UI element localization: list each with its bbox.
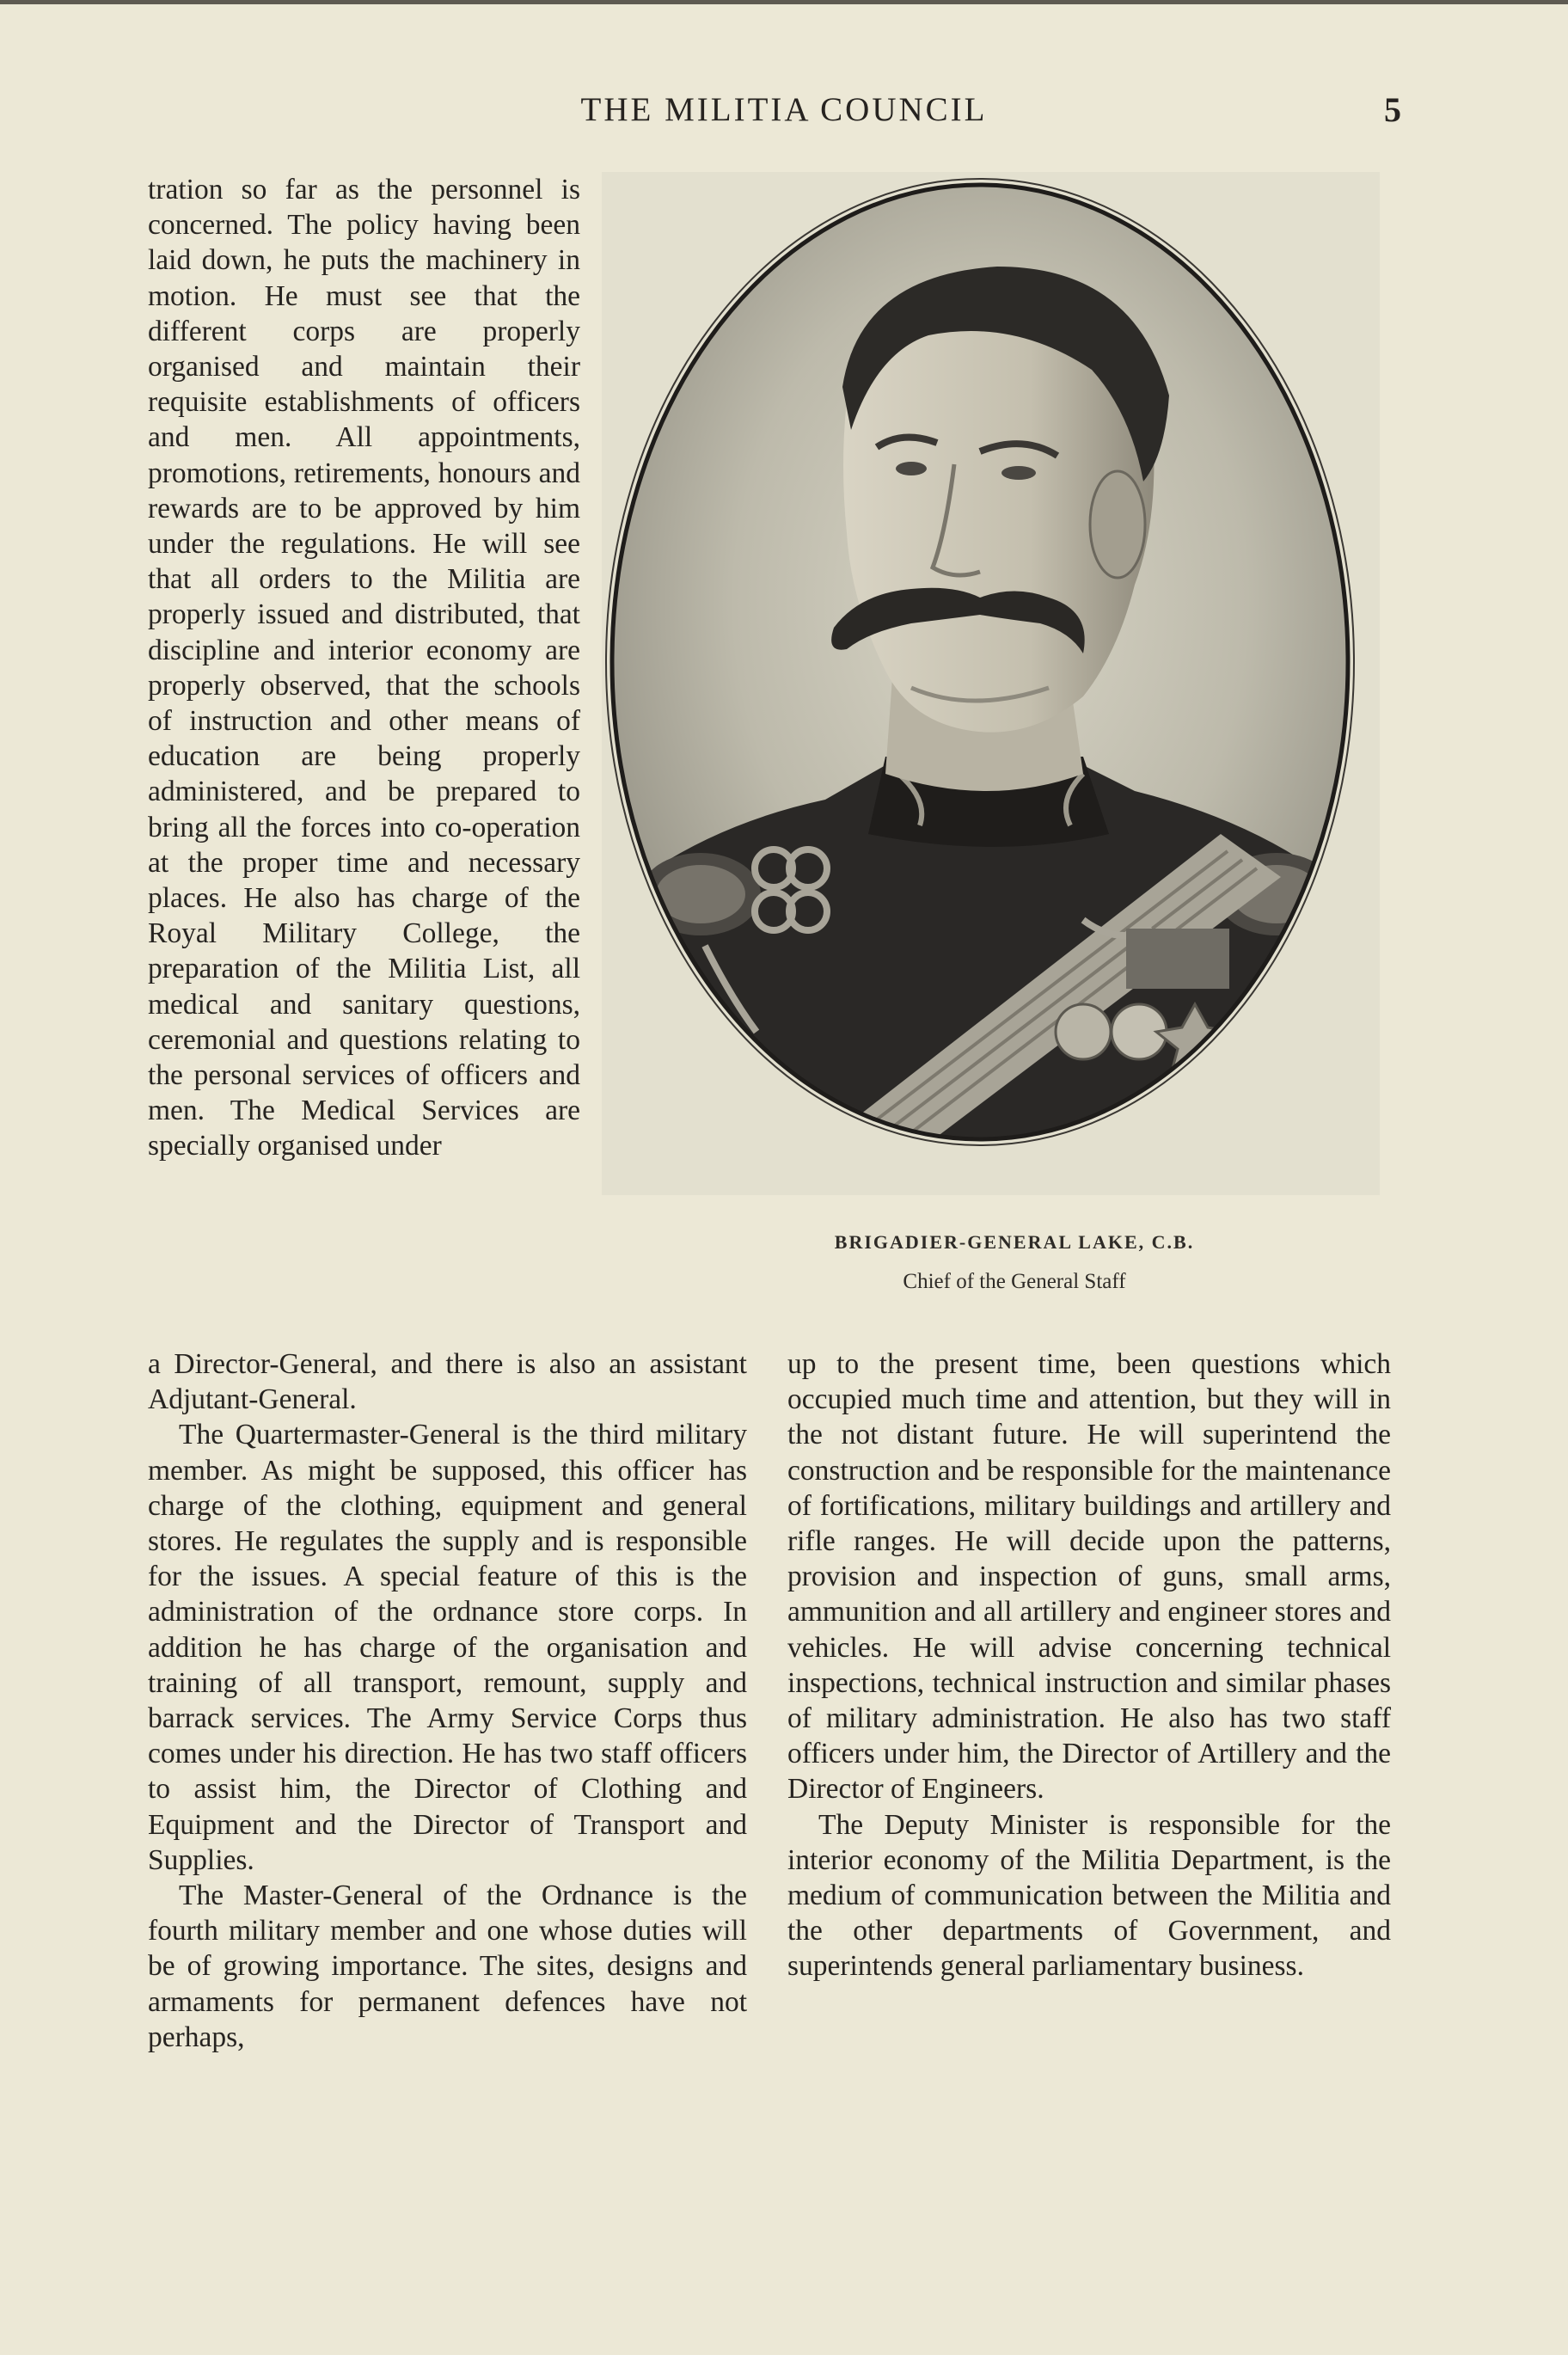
page-number: 5	[1384, 90, 1401, 129]
left-text-column	[148, 1346, 747, 2055]
portrait-caption-title: Chief of the General Staff	[903, 1270, 1126, 1293]
running-header	[0, 89, 1568, 132]
left-column-continuation: a Director-General, and there is also an assistant Adjutant-General.	[148, 1348, 747, 1416]
portrait-photograph	[602, 172, 1380, 1195]
master-general-ordnance-paragraph: The Master-General of the Ordnance is the fourth military member and one whose duties will be of growing importance. The sites, designs and armaments for permanent defences have not perhaps,	[148, 1880, 747, 2053]
top-edge-rule	[0, 0, 1568, 4]
quartermaster-general-paragraph: The Quartermaster-General is the third military member. As might be supposed, this officer has charge of the clothing, equipment and general stores. He regulates the supply and is responsible for the issues. A special feature of this is the administration of the ordnance store corps. In addition he has charge of the organisation and training of all transport, remount, supply and barrack services. The Army Service Corps thus comes under his direction. He has two staff officers to assist him, the Director of Clothing and Equipment and the Director of Transport and Supplies.	[148, 1419, 747, 1876]
deputy-minister-paragraph: The Deputy Minister is responsible for the interior economy of the Militia Department, is the medium of communication between the Militia and the other departments of Government, and superintends general parliamentary business.	[787, 1808, 1391, 1983]
right-column-continuation: up to the present time, been questions which occupied much time and attention, but they will in the not distant future. He will superintend the construction and be responsible for the maintenance of fortifications, military buildings and artillery and rifle ranges. He will decide upon the patterns, provision and inspection of guns, small arms, ammunition and all artillery and engineer stores and vehicles. He will advise concerning technical inspections, technical instruction and similar phases of military administration. He also has two staff officers under him, the Director of Artillery and the Director of Engineers.	[787, 1348, 1391, 1806]
narrow-column-paragraph: tration so far as the personnel is concerned. The policy having been laid down, he puts the machinery in motion. He must see that the different corps are properly organised and maintain their requisite establishments of officers and men. All appointments, promotions, retirements, honours and rewards are to be approved by him under the regulations. He will see that all orders to the Militia are properly issued and distributed, that discipline and interior economy are properly observed, that the schools of instruction and other means of education are being properly administered, and be prepared to bring all the forces into co-operation at the proper time and necessary places. He also has charge of the Royal Military College, the preparation of the Militia List, all medical and sanitary questions, ceremonial and questions relating to the personal services of officers and men. The Medical Services are specially organised under	[148, 174, 580, 1162]
portrait-plate	[602, 172, 1380, 1195]
narrow-text-column	[148, 172, 580, 1164]
running-title: THE MILITIA COUNCIL	[580, 91, 988, 128]
right-text-column	[787, 1346, 1391, 1984]
portrait-caption-name: BRIGADIER-GENERAL LAKE, C.B.	[834, 1231, 1195, 1253]
